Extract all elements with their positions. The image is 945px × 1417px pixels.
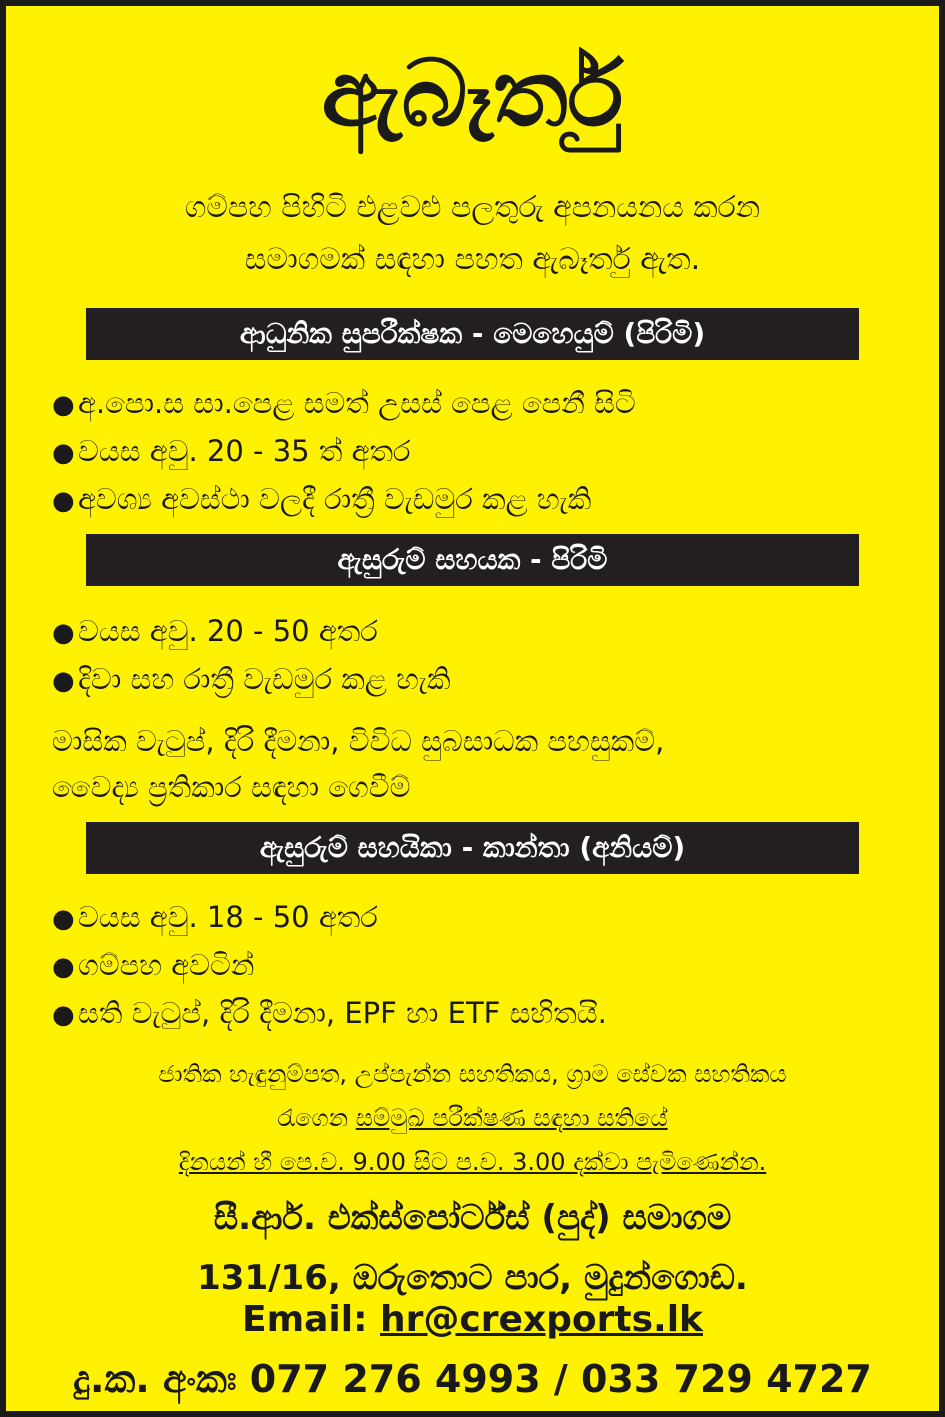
phone-numbers: 077 276 4993 / 033 729 4727 [249, 1357, 872, 1401]
intro-line: සමාගමක් සඳහා පහත ඇබෑර්තු ඇත. [244, 242, 701, 277]
list-item [52, 428, 919, 476]
bullet-icon: ● [52, 1000, 75, 1030]
email-link[interactable]: hr@crexports.lk [380, 1299, 703, 1340]
bullet-icon: ● [52, 904, 75, 934]
requirement-text: අ.පො.ස සා.පෙළ සමත් උසස් පෙළ පෙනී සිටි [78, 386, 636, 420]
email-line [6, 1292, 939, 1348]
list-item [52, 656, 919, 704]
bullet-icon: ● [52, 952, 75, 982]
bullet-icon: ● [52, 390, 75, 420]
bullet-icon: ● [52, 666, 75, 696]
requirement-text: සති වැටුප්, දිරි දීමනා, EPF හා ETF සහිතයි. [78, 996, 607, 1030]
requirement-text: ගම්පහ අවටින් [78, 948, 255, 982]
instructions-underlined: සම්මුඛ පරීක්ෂණ සඳහා සතියේ [355, 1104, 668, 1132]
instructions-line-3: දිනයන් හී පෙ.ව. 9.00 සිට ප.ව. 3.00 දක්වා පැමිණෙන්න. [178, 1148, 767, 1176]
requirement-text: වයස අවු. 20 - 35 ත් අතර [78, 434, 411, 468]
position-heading-packing-assistant: ඇසුරුම් සහයක - පිරිමි [86, 534, 859, 586]
company-name: සී.ආර්. එක්ස්පෝර්ට්ස් (පුද්) සමාගම [213, 1198, 732, 1238]
requirement-text: වයස අවු. 20 - 50 අතර [78, 614, 378, 648]
requirements-list-2 [52, 608, 919, 704]
list-item [52, 380, 919, 428]
benefits-text [52, 718, 919, 810]
requirement-text: දිවා සහ රාත්‍රී වැඩමුර කළ හැකි [78, 662, 451, 696]
list-item [52, 990, 919, 1038]
interview-instructions [16, 1052, 929, 1184]
position-heading-female-packing-assistant: ඇසුරුම් සහයිකා - කාන්තා (අනියම්) [86, 822, 859, 874]
requirement-text: අවශ්‍ය අවස්ථා වලදී රාත්‍රී වැඩමුර කළ හැකි [78, 482, 592, 516]
list-item [52, 608, 919, 656]
ad-title: ඇබෑර්තු [321, 40, 624, 147]
intro-line: ගම්පහ පිහිටි එළවළු පලතුරු අපනයනය කරන [184, 190, 761, 225]
benefits-line: මාසික වැටුප්, දිරි දීමනා, විවිධ සුබසාධක පහසුකම්, [52, 724, 665, 758]
list-item [52, 894, 919, 942]
instructions-line-1: ජාතික හැඳුනුම්පත, උප්පැන්න සහතිකය, ග්‍රාම සේවක සහතිකය [158, 1060, 787, 1088]
company-address: 131/16, ඔරුතොට පාර, මුදුන්ගොඩ. [197, 1258, 748, 1298]
position-heading-trainee-supervisor: ආධුනික සුපරීක්ෂක - මෙහෙයුම් (පිරිමි) [86, 308, 859, 360]
requirements-list-1 [52, 380, 919, 524]
email-label: Email: [242, 1299, 381, 1340]
list-item [52, 476, 919, 524]
bullet-icon: ● [52, 618, 75, 648]
phone-label: දු.ක. අංකඃ [73, 1357, 250, 1401]
company-block [6, 1188, 939, 1308]
intro-text [46, 182, 899, 286]
requirement-text: වයස අවු. 18 - 50 අතර [78, 900, 378, 934]
bullet-icon: ● [52, 438, 75, 468]
benefits-line: වෛද්‍ය ප්‍රතිකාර සඳහා ගෙවීම් [52, 770, 411, 804]
list-item [52, 942, 919, 990]
instructions-prefix: රැගෙන [277, 1104, 356, 1132]
bullet-icon: ● [52, 486, 75, 516]
instructions-line-2 [16, 1096, 929, 1140]
requirements-list-3 [52, 894, 919, 1038]
phone-line [26, 1348, 919, 1410]
